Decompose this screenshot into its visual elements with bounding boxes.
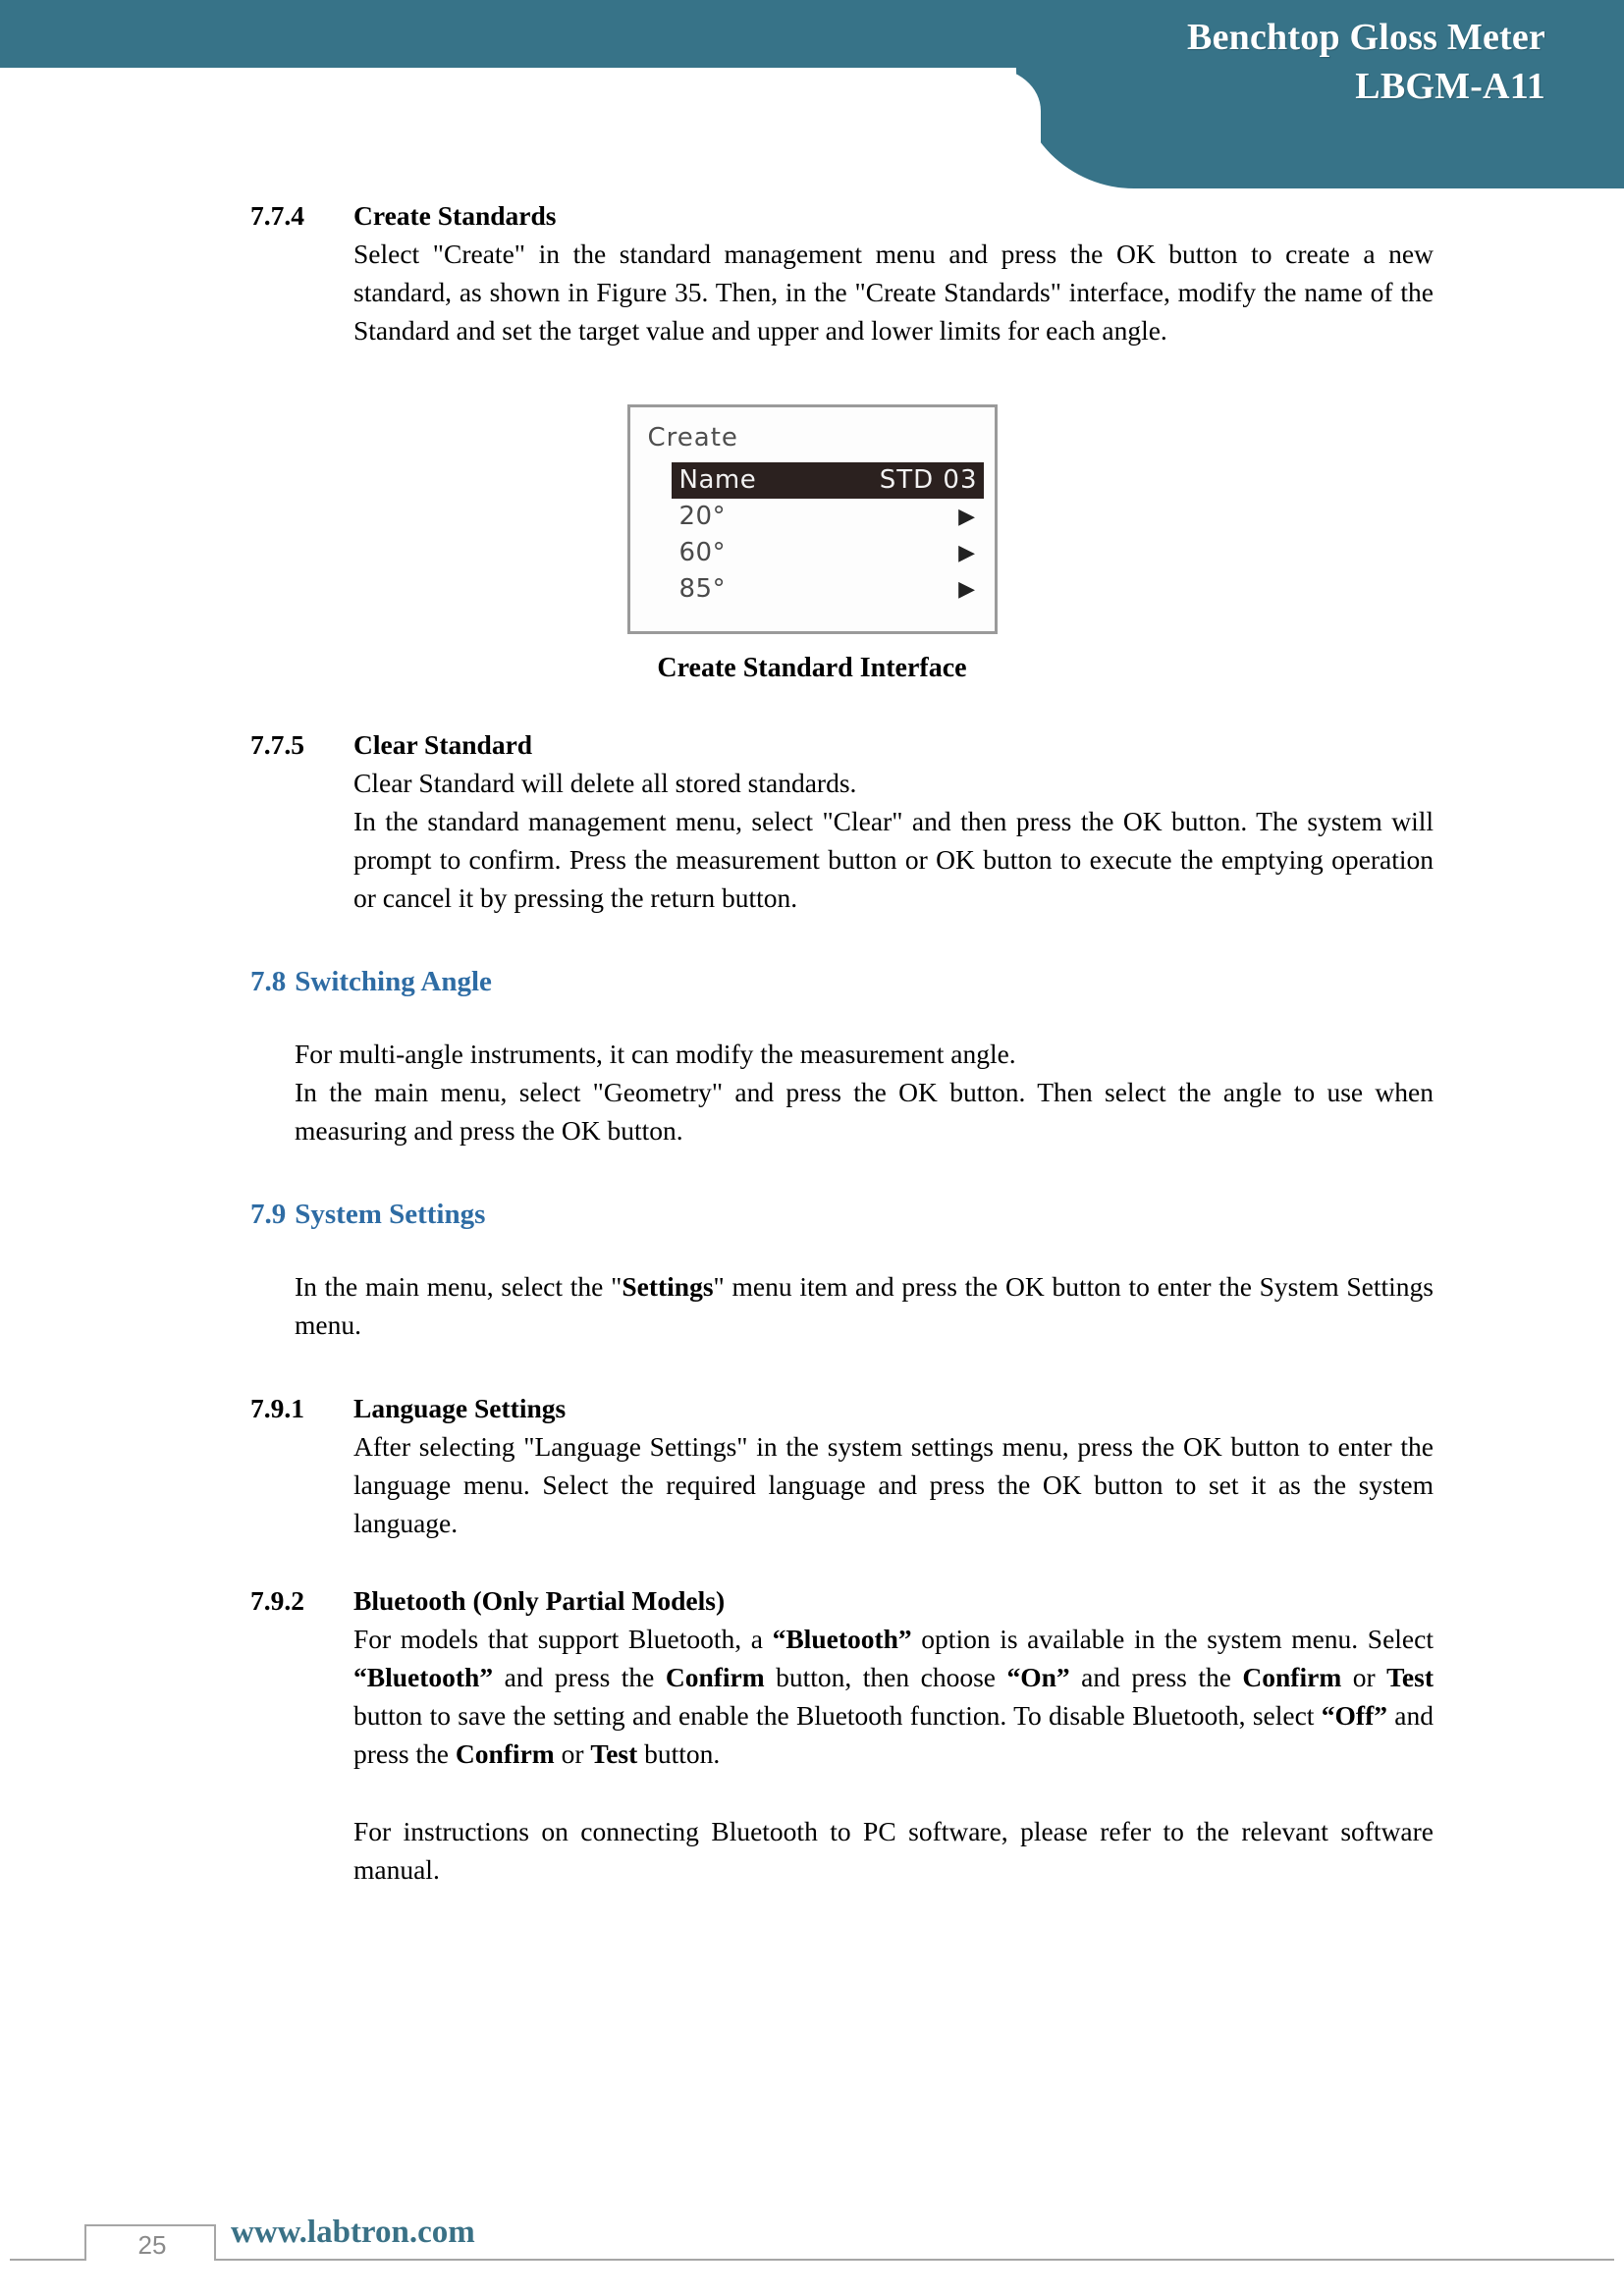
bt-t4: button, then choose bbox=[764, 1662, 1007, 1692]
bt-bold-test-2: Test bbox=[590, 1738, 638, 1769]
heading-7-8-title: Switching Angle bbox=[295, 966, 492, 997]
bt-t1: For models that support Bluetooth, a bbox=[353, 1624, 773, 1654]
heading-7-7-4 bbox=[250, 196, 1434, 235]
section-7-9-2 bbox=[0, 1581, 1624, 1889]
paragraph-7-8-line1: For multi-angle instruments, it can modify the measurement angle. bbox=[295, 1039, 1016, 1069]
page-number: 25 bbox=[137, 2230, 167, 2260]
lcd-screen bbox=[627, 404, 998, 634]
heading-7-9-2 bbox=[250, 1581, 1434, 1620]
spacer bbox=[250, 1773, 1434, 1812]
heading-7-9-2-title: Bluetooth (Only Partial Models) bbox=[353, 1585, 726, 1616]
heading-7-9-1-number: 7.9.1 bbox=[250, 1393, 304, 1423]
paragraph-7-9-2-main bbox=[250, 1620, 1434, 1773]
chevron-right-icon: ▶ bbox=[958, 577, 976, 602]
paragraph-7-8-line2: In the main menu, select "Geometry" and press the OK button. Then select the angle to use when measuring and press the OK button. bbox=[295, 1077, 1434, 1146]
heading-7-9-title: System Settings bbox=[295, 1199, 486, 1230]
bt-bold-bluetooth-1: “Bluetooth” bbox=[772, 1624, 912, 1654]
bt-bold-test-1: Test bbox=[1386, 1662, 1434, 1692]
bt-t5: and press the bbox=[1069, 1662, 1243, 1692]
paragraph-7-9-pre: In the main menu, select the " bbox=[295, 1271, 623, 1302]
figure-create-standard bbox=[0, 404, 1624, 686]
heading-7-9 bbox=[250, 1195, 1434, 1234]
bt-bold-confirm-1: Confirm bbox=[665, 1662, 765, 1692]
bt-t8: and press the bbox=[353, 1700, 1434, 1769]
paragraph-7-9-post: " menu item and press the OK button to enter the System Settings menu. bbox=[295, 1271, 1434, 1340]
lcd-row-angle-85[interactable] bbox=[672, 571, 984, 608]
heading-7-9-1-title: Language Settings bbox=[353, 1393, 567, 1423]
chevron-right-icon: ▶ bbox=[958, 505, 976, 529]
bt-t2: option is available in the system menu. Select bbox=[911, 1624, 1434, 1654]
heading-7-7-5-number: 7.7.5 bbox=[250, 729, 304, 760]
spacer bbox=[0, 349, 1624, 404]
heading-7-8 bbox=[250, 962, 1434, 1001]
lcd-row-name-label: Name bbox=[678, 465, 757, 495]
bt-t6: or bbox=[1341, 1662, 1387, 1692]
product-model: LBGM-A11 bbox=[1355, 66, 1545, 107]
figure-caption: Create Standard Interface bbox=[657, 653, 967, 683]
paragraph-7-9-2-note: For instructions on connecting Bluetooth to PC software, please refer to the relevant software manual. bbox=[353, 1816, 1434, 1885]
page-footer bbox=[0, 2205, 1624, 2283]
bt-bold-off: “Off” bbox=[1321, 1700, 1387, 1731]
bt-t9: or bbox=[554, 1738, 591, 1769]
heading-7-8-number: 7.8 bbox=[250, 966, 287, 997]
product-title bbox=[956, 13, 1545, 111]
lcd-row-angle-20[interactable] bbox=[672, 499, 984, 535]
spacer bbox=[250, 1234, 1434, 1267]
page-number-box bbox=[84, 2224, 216, 2261]
paragraph-7-7-4: Select "Create" in the standard management menu and press the OK button to create a new standard, as shown in Figure 35. Then, in the "Create Standards" interface, modify the name of the Standard and set the target value and upper and lower limits for each angle. bbox=[353, 239, 1434, 346]
footer-website-link[interactable]: www.labtron.com bbox=[231, 2215, 475, 2250]
section-7-7-5 bbox=[0, 725, 1624, 917]
lcd-menu-list bbox=[672, 462, 984, 608]
section-7-9 bbox=[0, 1195, 1624, 1344]
chevron-right-icon: ▶ bbox=[958, 541, 976, 565]
heading-7-7-5 bbox=[250, 725, 1434, 764]
paragraph-7-9-1: After selecting "Language Settings" in the system settings menu, press the OK button to enter the language menu. Select the required language and press the OK button to set it as the system language. bbox=[353, 1431, 1434, 1538]
bt-t10: button. bbox=[637, 1738, 721, 1769]
spacer bbox=[250, 1001, 1434, 1035]
lcd-row-angle-85-label: 85° bbox=[678, 574, 727, 604]
header-notch-shape bbox=[0, 68, 1041, 196]
bt-bold-on: “On” bbox=[1006, 1662, 1070, 1692]
footer-rule-left bbox=[10, 2259, 85, 2261]
spacer bbox=[0, 1344, 1624, 1389]
paragraph-7-9 bbox=[250, 1267, 1434, 1344]
section-7-8 bbox=[0, 962, 1624, 1149]
heading-7-7-4-number: 7.7.4 bbox=[250, 200, 304, 231]
spacer bbox=[0, 1542, 1624, 1581]
bt-bold-bluetooth-2: “Bluetooth” bbox=[353, 1662, 494, 1692]
heading-7-9-2-number: 7.9.2 bbox=[250, 1585, 304, 1616]
lcd-title: Create bbox=[647, 423, 738, 453]
section-7-7-4 bbox=[0, 196, 1624, 349]
page-header bbox=[0, 0, 1624, 196]
paragraph-7-9-bold-settings: Settings bbox=[622, 1271, 714, 1302]
spacer bbox=[0, 917, 1624, 962]
heading-7-7-5-title: Clear Standard bbox=[353, 729, 533, 760]
bt-t7: button to save the setting and enable the Bluetooth function. To disable Bluetooth, select bbox=[353, 1700, 1322, 1731]
lcd-row-angle-60-label: 60° bbox=[678, 538, 727, 567]
product-title-line1: Benchtop Gloss Meter bbox=[1187, 17, 1545, 58]
bt-bold-confirm-2: Confirm bbox=[1242, 1662, 1342, 1692]
heading-7-7-4-title: Create Standards bbox=[353, 200, 557, 231]
bt-bold-confirm-3: Confirm bbox=[455, 1738, 555, 1769]
spacer bbox=[0, 1149, 1624, 1195]
heading-7-9-1 bbox=[250, 1389, 1434, 1427]
paragraph-7-7-5-line2: In the standard management menu, select "Clear" and then press the OK button. The system will prompt to confirm. Press the measurement button or OK button to execute the emptying operation or cancel it by pressing the return button. bbox=[353, 806, 1434, 913]
paragraph-7-7-5-line1: Clear Standard will delete all stored standards. bbox=[353, 768, 857, 798]
lcd-row-angle-20-label: 20° bbox=[678, 502, 727, 531]
bt-t3: and press the bbox=[493, 1662, 666, 1692]
lcd-row-name[interactable] bbox=[672, 462, 984, 499]
spacer bbox=[0, 686, 1624, 725]
section-7-9-1 bbox=[0, 1389, 1624, 1542]
footer-rule-right bbox=[216, 2259, 1614, 2261]
page-content bbox=[0, 196, 1624, 1889]
lcd-row-name-value: STD 03 bbox=[879, 465, 978, 495]
lcd-row-angle-60[interactable] bbox=[672, 535, 984, 571]
heading-7-9-number: 7.9 bbox=[250, 1199, 287, 1230]
